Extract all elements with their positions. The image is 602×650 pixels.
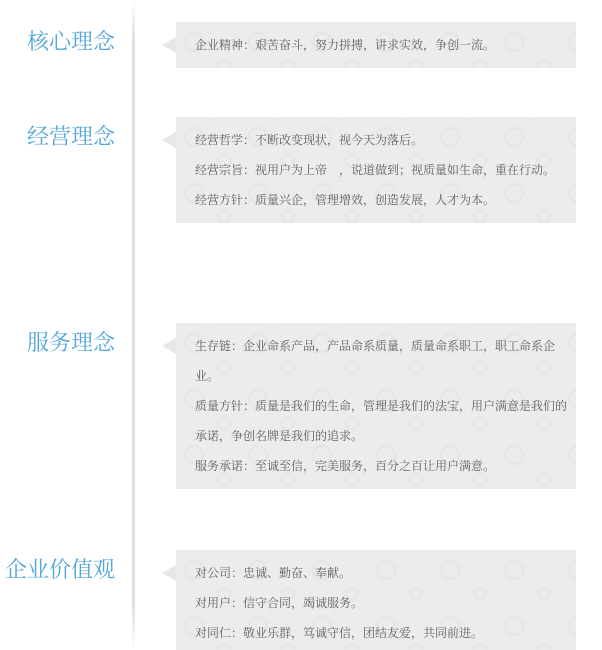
content-panel (176, 323, 576, 489)
vertical-divider (132, 0, 135, 650)
section-title-column (0, 22, 133, 54)
philosophy-line: 对用户：信守合同，竭诚服务。 (195, 596, 364, 610)
section-title: 服务理念 (26, 331, 115, 356)
philosophy-line: 对公司：忠诚、勤奋、奉献。 (195, 566, 352, 580)
philosophy-line: 企业精神：艰苦奋斗，努力拼搏，讲求实效，争创一流。 (195, 38, 496, 52)
philosophy-line: 经营方针：质量兴企，管理增效，创造发展，人才为本。 (195, 193, 496, 207)
philosophy-line: 经营哲学：不断改变现状，视今天为落后。 (195, 133, 424, 147)
content-panel (176, 22, 576, 68)
panel-arrow-left-icon (162, 338, 176, 354)
section-service-philosophy (0, 323, 602, 489)
panel-arrow-left-icon (162, 132, 176, 148)
section-title-column (0, 550, 133, 582)
panel-arrow-left-icon (162, 565, 176, 581)
content-panel (176, 550, 576, 650)
philosophy-line: 经营宗旨：视用户为上帝 ，说道做到；视质量如生命，重在行动。 (195, 163, 556, 177)
section-title-column (0, 117, 133, 149)
section-title: 核心理念 (26, 30, 115, 55)
section-title-column (0, 323, 133, 355)
content-panel (176, 117, 576, 223)
section-business-philosophy (0, 117, 602, 223)
panel-arrow-left-icon (162, 37, 176, 53)
section-corporate-values (0, 550, 602, 650)
section-title: 企业价值观 (4, 558, 115, 583)
philosophy-line: 质量方针：质量是我们的生命，管理是我们的法宝，用户满意是我们的承诺，争创名牌是我们的追求。 (195, 399, 568, 443)
section-title: 经营理念 (26, 125, 115, 150)
philosophy-line: 服务承诺：至诚至信，完美服务，百分之百让用户满意。 (195, 459, 496, 473)
philosophy-line: 对同仁：敬业乐群，笃诚守信，团结友爱，共同前进。 (195, 626, 484, 640)
section-core-philosophy (0, 22, 602, 68)
philosophy-line: 生存链：企业命系产品，产品命系质量，质量命系职工，职工命系企业。 (195, 339, 556, 383)
